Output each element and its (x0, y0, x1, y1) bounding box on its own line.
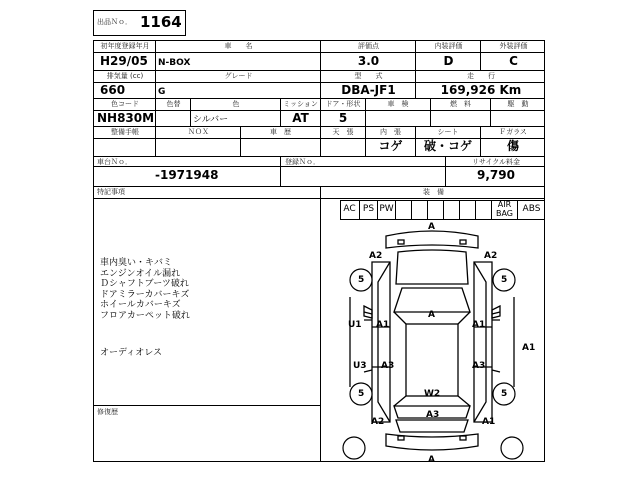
maint-record-label: 整備手帳 (111, 128, 139, 136)
model-value: DBA-JF1 (341, 83, 396, 97)
exterior-label: 外装評価 (499, 42, 528, 50)
equipment-airbag-line2: BAG (495, 209, 514, 218)
remark-item: エンジンオイル漏れ (100, 268, 181, 279)
chassis-label: 車台Ｎｏ． (97, 158, 132, 166)
equipment-cell (428, 200, 444, 220)
doors-value: 5 (338, 111, 348, 125)
tire-lf: 5 (358, 275, 365, 285)
equipment-cell (460, 200, 476, 220)
mark-left-front-top: A2 (369, 251, 383, 261)
reg-date-value: H29/05 (100, 54, 148, 68)
registration-label: 登録Ｎｏ． (285, 158, 320, 166)
mark-front-bumper: A (428, 222, 435, 232)
lot-number: 1164 (140, 13, 182, 31)
score-label: 評価点 (358, 42, 379, 50)
car-name-label: 車 名 (224, 42, 253, 50)
equipment-cell (396, 200, 412, 220)
mark-right-side: A1 (522, 343, 536, 353)
equipment-cell (476, 200, 492, 220)
transmission-value: AT (292, 111, 309, 125)
mileage-label: 走 行 (467, 72, 495, 80)
tire-rf: 5 (501, 275, 508, 285)
fuel-label: 燃 料 (450, 100, 471, 108)
mark-left-rear-door: A3 (381, 361, 395, 371)
tire-lr: 5 (358, 389, 365, 399)
recycle-label: リサイクル料金 (471, 158, 521, 166)
chassis-value: -1971948 (155, 168, 219, 182)
remark-extra: オーディオレス (100, 348, 163, 358)
interior-label: 内装評価 (434, 42, 463, 50)
displacement-label: 排気量 (cc) (106, 72, 144, 80)
mark-left-rear-bottom: A2 (371, 417, 385, 427)
exterior-value: C (509, 54, 518, 68)
remark-item: ドアミラーカバーキズ (100, 289, 190, 300)
transmission-label: ミッション (283, 100, 318, 108)
nox-label: ＮＯＸ (188, 128, 209, 136)
remark-item: ホイールカバーキズ (100, 300, 181, 310)
grade-label: グレード (224, 72, 253, 80)
mileage-value: 169,926 Km (440, 83, 522, 97)
mark-left-front-pillar: U1 (348, 320, 362, 330)
notes-label: 特記事項 (97, 188, 125, 196)
seat-label: シート (437, 128, 459, 136)
interior-trim-value: コゲ (378, 139, 403, 153)
tire-rr: 5 (501, 389, 508, 399)
displacement-value: 660 (100, 83, 126, 97)
grade-value: G (158, 87, 166, 97)
equipment-label: 装 備 (423, 188, 444, 196)
lot-label: 出品Ｎｏ． (97, 18, 132, 26)
remark-item: 車内臭い・キバミ (100, 258, 173, 268)
equipment-cell: ABS (522, 204, 541, 214)
history-label: 車 歴 (270, 128, 291, 136)
equipment-airbag-line1: AIR (497, 200, 512, 209)
mark-rear-bumper: A (428, 455, 435, 465)
mark-left-rear-pillar: U3 (353, 361, 367, 371)
equipment-cell: PW (378, 200, 396, 220)
mark-right-rear-bottom: A1 (482, 417, 496, 427)
interior-trim-label: 内 張 (380, 128, 401, 136)
glass-label: Ｆガラス (499, 128, 527, 136)
score-value: 3.0 (357, 54, 380, 68)
interior-value: D (443, 54, 454, 68)
equipment-cell: PS (360, 200, 378, 220)
color-code-label: 色コード (111, 100, 139, 108)
equipment-cell (492, 200, 518, 220)
car-diagram (320, 222, 545, 462)
doors-label: ドア・形状 (325, 100, 361, 108)
color-code-value: NH830M (97, 111, 155, 125)
mark-rear-hatch: A3 (426, 410, 440, 420)
color-type-label: 色替 (166, 100, 181, 108)
equipment-cell (444, 200, 460, 220)
color-label: 色 (232, 100, 240, 108)
ceiling-label: 天 張 (332, 128, 354, 136)
repair-label: 修復歴 (97, 408, 118, 416)
drive-label: 駆 動 (507, 100, 529, 108)
inspection-label: 車 検 (387, 100, 409, 108)
mark-right-front-door: A1 (472, 320, 486, 330)
equipment-cell: AC (340, 200, 360, 220)
seat-value: 破・コゲ (423, 139, 472, 153)
color-value: シルバー (193, 115, 229, 125)
car-name-value: N-BOX (158, 58, 191, 68)
mark-hood: A (428, 310, 435, 320)
mark-left-front-door: A1 (376, 320, 390, 330)
model-label: 型 式 (354, 72, 383, 80)
mark-rear-glass: W2 (424, 389, 441, 399)
recycle-value: 9,790 (477, 168, 515, 182)
reg-date-label: 初年度登録年月 (100, 42, 150, 50)
glass-value: 傷 (506, 139, 519, 153)
remark-item: Ｄシャフトブーツ破れ (100, 279, 189, 289)
equipment-cell (412, 200, 428, 220)
mark-right-front-top: A2 (484, 251, 498, 261)
mark-right-rear-door: A3 (472, 361, 486, 371)
remark-item: フロアカーペット破れ (100, 310, 190, 321)
